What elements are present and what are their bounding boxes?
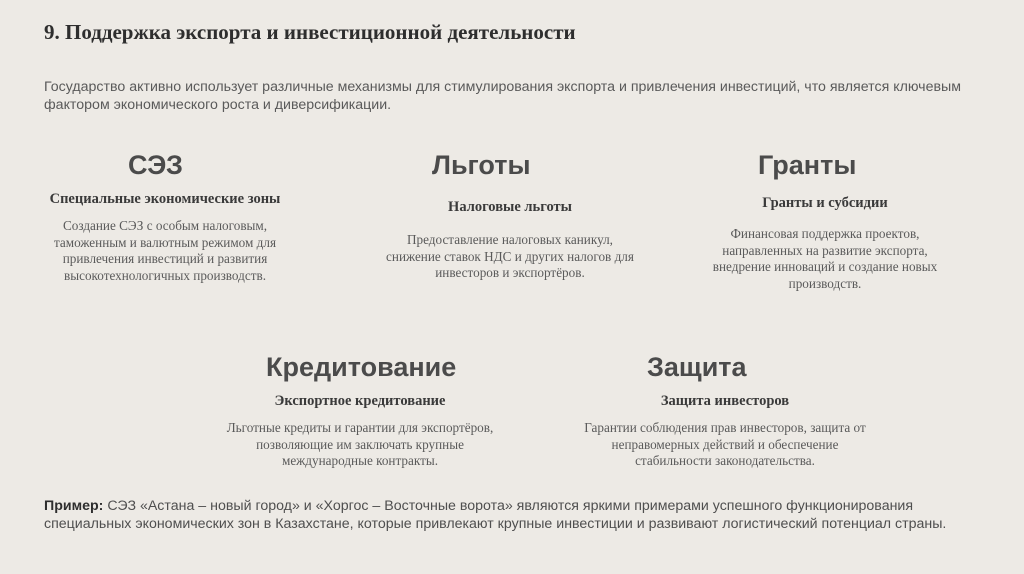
- card-description: Гарантии соблюдения прав инвесторов, защита от неправомерных действий и обеспечение стабильности законодательства.: [584, 420, 866, 468]
- card-heading: Кредитование: [266, 352, 457, 382]
- card-kredit: [225, 352, 495, 470]
- card-subheading: Специальные экономические зоны: [49, 191, 281, 207]
- card-description: Финансовая поддержка проектов, направленных на развитие экспорта, внедрение инноваций и создание новых производств.: [712, 226, 938, 291]
- card-sez: [40, 150, 290, 284]
- slide-title: 9. Поддержка экспорта и инвестиционной деятельности: [44, 20, 576, 44]
- card-heading: Защита: [647, 352, 747, 382]
- example-text: СЭЗ «Астана – новый город» и «Хоргос – Восточные ворота» являются яркими примерами успешного функционирования специальных экономических зон в Казахстане, которые привлекают крупные инвестиции и развивают логистический потенциал страны.: [44, 498, 947, 532]
- card-description: Создание СЭЗ с особым налоговым, таможенным и валютным режимом для привлечения инвестиций и развития высокотехнологичных производств.: [53, 218, 277, 283]
- card-subheading: Экспортное кредитование: [274, 393, 446, 409]
- card-subheading: Налоговые льготы: [448, 199, 572, 215]
- card-subheading: Гранты и субсидии: [762, 195, 888, 211]
- card-description: Льготные кредиты и гарантии для экспортёров, позволяющие им заключать крупные международные контракты.: [226, 420, 494, 468]
- card-granty: [705, 150, 945, 292]
- card-subheading: Защита инвесторов: [660, 393, 790, 409]
- intro-paragraph: Государство активно использует различные механизмы для стимулирования экспорта и привлечения инвестиций, что является ключевым фактором экономического роста и диверсификации.: [44, 79, 961, 113]
- example-paragraph: [44, 497, 1004, 533]
- card-description: Предоставление налоговых каникул, снижение ставок НДС и других налогов для инвесторов и экспортёров.: [386, 232, 634, 280]
- card-heading: СЭЗ: [128, 150, 183, 180]
- card-heading: Гранты: [758, 150, 857, 180]
- example-label: Пример:: [44, 498, 104, 514]
- card-zaschita: [575, 352, 875, 470]
- card-heading: Льготы: [432, 150, 531, 180]
- card-lgoty: [380, 150, 640, 282]
